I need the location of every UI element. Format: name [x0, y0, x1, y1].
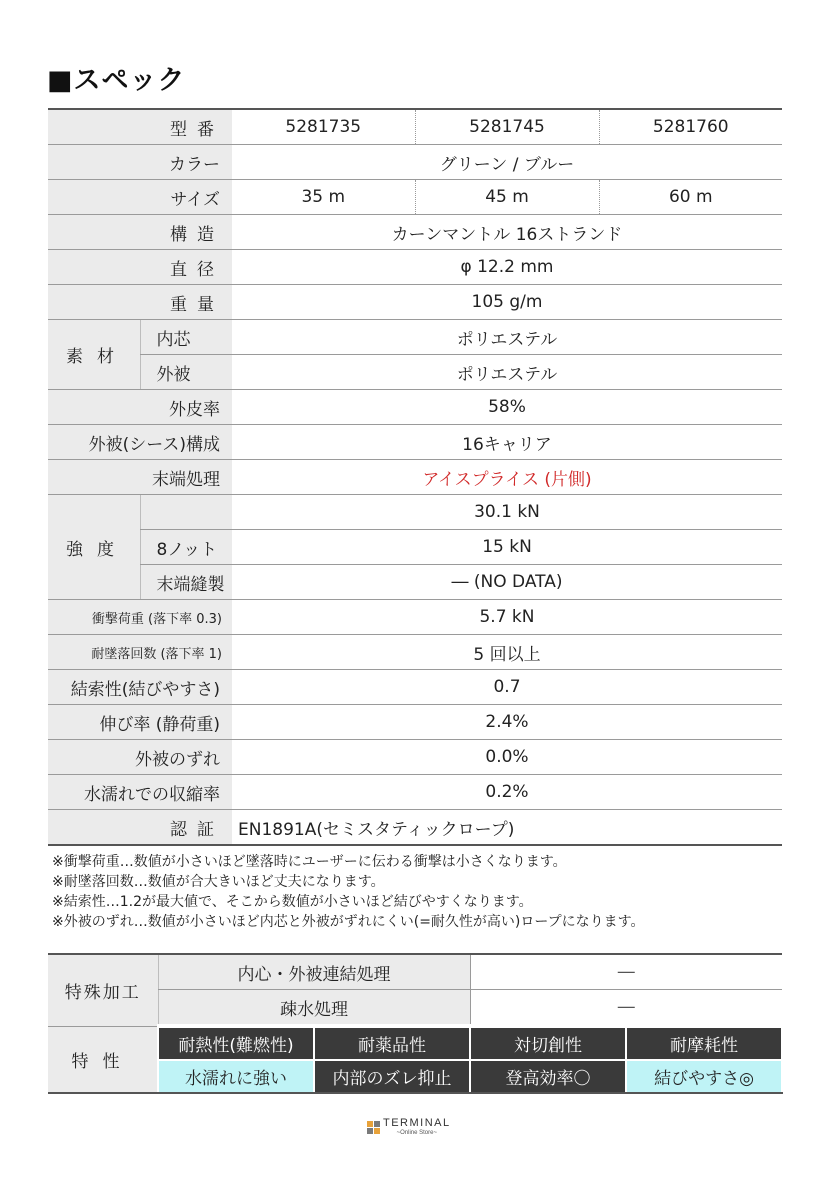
- spec-value: 5 回以上: [232, 635, 782, 670]
- spec-label: 重量: [48, 285, 232, 320]
- spec-value: ポリエステル: [232, 320, 782, 355]
- spec-value: 45 m: [415, 180, 599, 215]
- feature-cell: 耐熱性(難燃性): [158, 1026, 314, 1060]
- spec-value: 105 g/m: [232, 285, 782, 320]
- spec-group-label: 素材: [48, 320, 140, 390]
- spec-row-knotability: [48, 670, 782, 705]
- spec-label: 構造: [48, 215, 232, 250]
- spec-value: グリーン / ブルー: [232, 145, 782, 180]
- special-value: ―: [470, 954, 782, 990]
- feature-cell: 水濡れに強い: [158, 1060, 314, 1093]
- spec-row-certification: [48, 810, 782, 846]
- features-table: [48, 953, 783, 1094]
- spec-row-color: [48, 145, 782, 180]
- spec-sublabel: 8ノット: [140, 530, 232, 565]
- spec-row-elongation: [48, 705, 782, 740]
- spec-row-strength-3: [48, 565, 782, 600]
- logo-mark-icon: [367, 1121, 380, 1134]
- spec-row-end-treatment: [48, 460, 782, 495]
- spec-row-sheath-ratio: [48, 390, 782, 425]
- page-title: ■スペック: [47, 65, 186, 96]
- feature-cell: 耐摩耗性: [626, 1026, 782, 1060]
- feature-cell: 結びやすさ◎: [626, 1060, 782, 1093]
- spec-sublabel: 外被: [140, 355, 232, 390]
- spec-row-weight: [48, 285, 782, 320]
- logo-subtext: ~Online Store~: [396, 1130, 437, 1136]
- spec-label: サイズ: [48, 180, 232, 215]
- spec-row-size: [48, 180, 782, 215]
- spec-label: 末端処理: [48, 460, 232, 495]
- terminal-logo: [367, 1118, 451, 1136]
- spec-label: 伸び率 (静荷重): [48, 705, 232, 740]
- spec-row-construction: [48, 215, 782, 250]
- spec-label: 認証: [48, 810, 232, 846]
- features-row-2: [48, 1060, 782, 1093]
- spec-value: 0.7: [232, 670, 782, 705]
- note-line: ※衝撃荷重…数値が小さいほど墜落時にユーザーに伝わる衝撃は小さくなります。: [52, 854, 567, 870]
- spec-row-sheath-structure: [48, 425, 782, 460]
- spec-value: 35 m: [232, 180, 415, 215]
- spec-value: 0.2%: [232, 775, 782, 810]
- spec-value: 5281735: [232, 109, 415, 145]
- spec-value: 16キャリア: [232, 425, 782, 460]
- special-value: ―: [470, 990, 782, 1027]
- spec-label: 外皮率: [48, 390, 232, 425]
- spec-sublabel: [140, 495, 232, 530]
- spec-table: [48, 108, 782, 846]
- special-row-2: [48, 990, 782, 1027]
- spec-value: 5.7 kN: [232, 600, 782, 635]
- spec-row-fall-count: [48, 635, 782, 670]
- spec-label: 外被のずれ: [48, 740, 232, 775]
- spec-label: 外被(シース)構成: [48, 425, 232, 460]
- spec-value: 30.1 kN: [232, 495, 782, 530]
- spec-label: 水濡れでの収縮率: [48, 775, 232, 810]
- special-row-1: [48, 954, 782, 990]
- feature-cell: 耐薬品性: [314, 1026, 470, 1060]
- spec-label: カラー: [48, 145, 232, 180]
- special-label: 特殊加工: [48, 954, 158, 1026]
- spec-row-strength-2: [48, 530, 782, 565]
- spec-value: EN1891A(セミスタティックロープ): [232, 810, 782, 846]
- spec-value: アイスプライス (片側): [232, 460, 782, 495]
- notes: [52, 852, 645, 932]
- spec-row-model: [48, 109, 782, 145]
- spec-value: ポリエステル: [232, 355, 782, 390]
- spec-row-diameter: [48, 250, 782, 285]
- feature-cell: 対切創性: [470, 1026, 626, 1060]
- features-row-1: [48, 1026, 782, 1060]
- spec-value: 5281760: [599, 109, 782, 145]
- spec-sublabel: 内芯: [140, 320, 232, 355]
- spec-row-material-core: [48, 320, 782, 355]
- spec-value: 15 kN: [232, 530, 782, 565]
- spec-value: 58%: [232, 390, 782, 425]
- spec-label: 型番: [48, 109, 232, 145]
- spec-label: 耐墜落回数 (落下率 1): [48, 635, 232, 670]
- special-sublabel: 疎水処理: [158, 990, 470, 1027]
- spec-group-label: 強度: [48, 495, 140, 600]
- spec-value: ― (NO DATA): [232, 565, 782, 600]
- spec-row-shrinkage: [48, 775, 782, 810]
- spec-sublabel: 末端縫製: [140, 565, 232, 600]
- spec-value: 2.4%: [232, 705, 782, 740]
- spec-row-impact-force: [48, 600, 782, 635]
- spec-label: 結索性(結びやすさ): [48, 670, 232, 705]
- spec-row-strength-1: [48, 495, 782, 530]
- features-label: 特性: [48, 1026, 158, 1093]
- spec-row-material-sheath: [48, 355, 782, 390]
- spec-value: 60 m: [599, 180, 782, 215]
- special-sublabel: 内心・外被連結処理: [158, 954, 470, 990]
- spec-row-sheath-slip: [48, 740, 782, 775]
- note-line: ※結索性…1.2が最大値で、そこから数値が小さいほど結びやすくなります。: [52, 894, 533, 910]
- spec-value: カーンマントル 16ストランド: [232, 215, 782, 250]
- spec-label: 衝撃荷重 (落下率 0.3): [48, 600, 232, 635]
- logo-text: TERMINAL: [383, 1117, 451, 1129]
- feature-cell: 内部のズレ抑止: [314, 1060, 470, 1093]
- spec-value: 5281745: [415, 109, 599, 145]
- note-line: ※耐墜落回数…数値が合大きいほど丈夫になります。: [52, 874, 385, 890]
- spec-value: 0.0%: [232, 740, 782, 775]
- feature-cell: 登高効率〇: [470, 1060, 626, 1093]
- spec-label: 直径: [48, 250, 232, 285]
- spec-value: φ 12.2 mm: [232, 250, 782, 285]
- note-line: ※外被のずれ…数値が小さいほど内芯と外被がずれにくい(=耐久性が高い)ロープになります。: [52, 914, 645, 930]
